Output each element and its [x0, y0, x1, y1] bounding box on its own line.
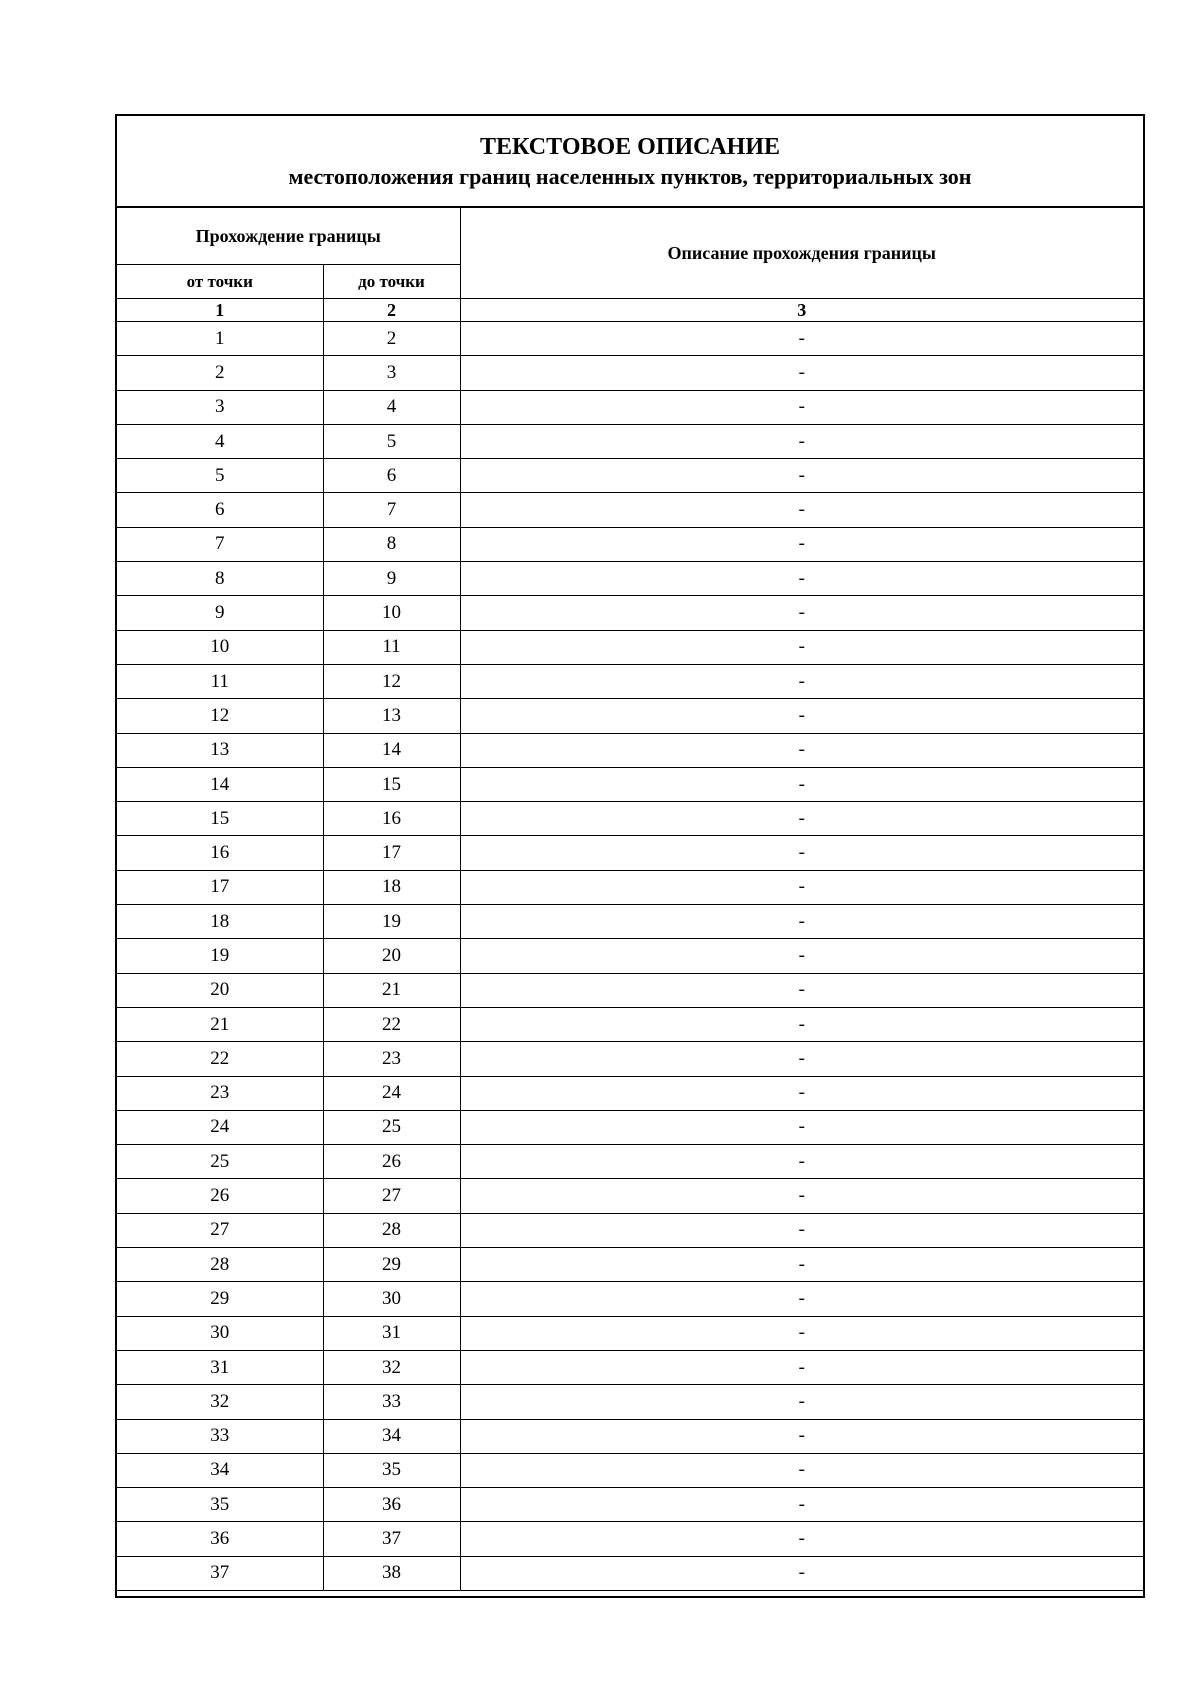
to-point-cell: 34 [323, 1419, 460, 1453]
table-row [117, 973, 1143, 1007]
to-point-cell: 11 [323, 630, 460, 664]
table-row [117, 905, 1143, 939]
to-point-cell: 31 [323, 1316, 460, 1350]
description-cell: - [460, 493, 1143, 527]
to-point-cell: 27 [323, 1179, 460, 1213]
to-point-cell: 14 [323, 733, 460, 767]
description-cell: - [460, 1316, 1143, 1350]
to-point-cell: 37 [323, 1522, 460, 1556]
from-point-cell: 3 [117, 390, 323, 424]
description-cell: - [460, 390, 1143, 424]
header-from-point: от точки [117, 265, 323, 299]
table-row [117, 1145, 1143, 1179]
table-row [117, 870, 1143, 904]
table-row [117, 562, 1143, 596]
to-point-cell: 6 [323, 459, 460, 493]
from-point-cell: 25 [117, 1145, 323, 1179]
to-point-cell: 15 [323, 767, 460, 801]
to-point-cell: 28 [323, 1213, 460, 1247]
table-row [117, 356, 1143, 390]
table-row [117, 527, 1143, 561]
header-description: Описание прохождения границы [460, 208, 1143, 299]
boundary-table [117, 208, 1143, 1590]
description-cell: - [460, 1522, 1143, 1556]
table-row [117, 1042, 1143, 1076]
table-row [117, 1282, 1143, 1316]
table-row [117, 1213, 1143, 1247]
from-point-cell: 16 [117, 836, 323, 870]
table-row [117, 1556, 1143, 1590]
to-point-cell: 23 [323, 1042, 460, 1076]
description-cell: - [460, 973, 1143, 1007]
table-row [117, 699, 1143, 733]
from-point-cell: 27 [117, 1213, 323, 1247]
to-point-cell: 33 [323, 1385, 460, 1419]
header-to-point: до точки [323, 265, 460, 299]
table-bottom-rule [117, 1590, 1143, 1596]
to-point-cell: 19 [323, 905, 460, 939]
to-point-cell: 18 [323, 870, 460, 904]
document-title: ТЕКСТОВОЕ ОПИСАНИЕ [479, 134, 780, 160]
to-point-cell: 7 [323, 493, 460, 527]
table-row [117, 1522, 1143, 1556]
to-point-cell: 16 [323, 802, 460, 836]
table-row [117, 390, 1143, 424]
description-cell: - [460, 630, 1143, 664]
from-point-cell: 4 [117, 424, 323, 458]
from-point-cell: 35 [117, 1488, 323, 1522]
description-cell: - [460, 733, 1143, 767]
from-point-cell: 6 [117, 493, 323, 527]
description-cell: - [460, 424, 1143, 458]
description-cell: - [460, 1556, 1143, 1590]
from-point-cell: 34 [117, 1453, 323, 1487]
title-block [117, 116, 1143, 208]
table-row [117, 493, 1143, 527]
from-point-cell: 11 [117, 664, 323, 698]
table-row [117, 1076, 1143, 1110]
to-point-cell: 38 [323, 1556, 460, 1590]
table-row [117, 836, 1143, 870]
to-point-cell: 35 [323, 1453, 460, 1487]
to-point-cell: 29 [323, 1248, 460, 1282]
table-row [117, 664, 1143, 698]
table-row [117, 424, 1143, 458]
to-point-cell: 13 [323, 699, 460, 733]
from-point-cell: 21 [117, 1007, 323, 1041]
description-cell: - [460, 767, 1143, 801]
from-point-cell: 9 [117, 596, 323, 630]
description-cell: - [460, 1488, 1143, 1522]
from-point-cell: 12 [117, 699, 323, 733]
to-point-cell: 25 [323, 1110, 460, 1144]
to-point-cell: 26 [323, 1145, 460, 1179]
description-cell: - [460, 1179, 1143, 1213]
table-row [117, 1385, 1143, 1419]
table-row [117, 802, 1143, 836]
description-cell: - [460, 836, 1143, 870]
from-point-cell: 18 [117, 905, 323, 939]
description-cell: - [460, 1385, 1143, 1419]
table-row [117, 596, 1143, 630]
description-cell: - [460, 939, 1143, 973]
from-point-cell: 28 [117, 1248, 323, 1282]
table-row [117, 1007, 1143, 1041]
to-point-cell: 3 [323, 356, 460, 390]
from-point-cell: 17 [117, 870, 323, 904]
table-row [117, 1316, 1143, 1350]
description-cell: - [460, 459, 1143, 493]
from-point-cell: 20 [117, 973, 323, 1007]
to-point-cell: 9 [323, 562, 460, 596]
description-cell: - [460, 322, 1143, 356]
to-point-cell: 22 [323, 1007, 460, 1041]
table-row [117, 767, 1143, 801]
from-point-cell: 29 [117, 1282, 323, 1316]
to-point-cell: 32 [323, 1350, 460, 1384]
to-point-cell: 5 [323, 424, 460, 458]
description-cell: - [460, 802, 1143, 836]
to-point-cell: 2 [323, 322, 460, 356]
from-point-cell: 14 [117, 767, 323, 801]
description-cell: - [460, 664, 1143, 698]
description-cell: - [460, 1248, 1143, 1282]
table-row [117, 1179, 1143, 1213]
table-row [117, 939, 1143, 973]
description-cell: - [460, 1007, 1143, 1041]
from-point-cell: 22 [117, 1042, 323, 1076]
table-row [117, 630, 1143, 664]
description-cell: - [460, 1042, 1143, 1076]
description-cell: - [460, 356, 1143, 390]
description-cell: - [460, 1453, 1143, 1487]
header-boundary-passage: Прохождение границы [117, 208, 460, 265]
table-row [117, 459, 1143, 493]
to-point-cell: 17 [323, 836, 460, 870]
description-cell: - [460, 1076, 1143, 1110]
from-point-cell: 5 [117, 459, 323, 493]
to-point-cell: 12 [323, 664, 460, 698]
description-cell: - [460, 699, 1143, 733]
table-row [117, 1453, 1143, 1487]
from-point-cell: 31 [117, 1350, 323, 1384]
from-point-cell: 33 [117, 1419, 323, 1453]
description-cell: - [460, 1213, 1143, 1247]
table-body [117, 322, 1143, 1590]
table-row [117, 733, 1143, 767]
description-cell: - [460, 1419, 1143, 1453]
column-number-1: 1 [117, 299, 323, 322]
from-point-cell: 7 [117, 527, 323, 561]
column-number-3: 3 [460, 299, 1143, 322]
from-point-cell: 10 [117, 630, 323, 664]
boundary-description-sheet [115, 114, 1145, 1598]
table-row [117, 1350, 1143, 1384]
table-row [117, 1488, 1143, 1522]
from-point-cell: 13 [117, 733, 323, 767]
from-point-cell: 15 [117, 802, 323, 836]
from-point-cell: 30 [117, 1316, 323, 1350]
from-point-cell: 37 [117, 1556, 323, 1590]
description-cell: - [460, 527, 1143, 561]
from-point-cell: 19 [117, 939, 323, 973]
description-cell: - [460, 1110, 1143, 1144]
table-row [117, 1419, 1143, 1453]
to-point-cell: 20 [323, 939, 460, 973]
description-cell: - [460, 1282, 1143, 1316]
to-point-cell: 4 [323, 390, 460, 424]
from-point-cell: 23 [117, 1076, 323, 1110]
table-row [117, 1248, 1143, 1282]
description-cell: - [460, 905, 1143, 939]
from-point-cell: 24 [117, 1110, 323, 1144]
description-cell: - [460, 1350, 1143, 1384]
from-point-cell: 8 [117, 562, 323, 596]
from-point-cell: 26 [117, 1179, 323, 1213]
from-point-cell: 1 [117, 322, 323, 356]
description-cell: - [460, 1145, 1143, 1179]
to-point-cell: 8 [323, 527, 460, 561]
table-row [117, 322, 1143, 356]
description-cell: - [460, 562, 1143, 596]
to-point-cell: 10 [323, 596, 460, 630]
table-row [117, 1110, 1143, 1144]
to-point-cell: 36 [323, 1488, 460, 1522]
from-point-cell: 36 [117, 1522, 323, 1556]
to-point-cell: 24 [323, 1076, 460, 1110]
document-subtitle: местоположения границ населенных пунктов, территориальных зон [288, 164, 972, 189]
to-point-cell: 30 [323, 1282, 460, 1316]
column-number-2: 2 [323, 299, 460, 322]
from-point-cell: 2 [117, 356, 323, 390]
to-point-cell: 21 [323, 973, 460, 1007]
description-cell: - [460, 596, 1143, 630]
description-cell: - [460, 870, 1143, 904]
from-point-cell: 32 [117, 1385, 323, 1419]
